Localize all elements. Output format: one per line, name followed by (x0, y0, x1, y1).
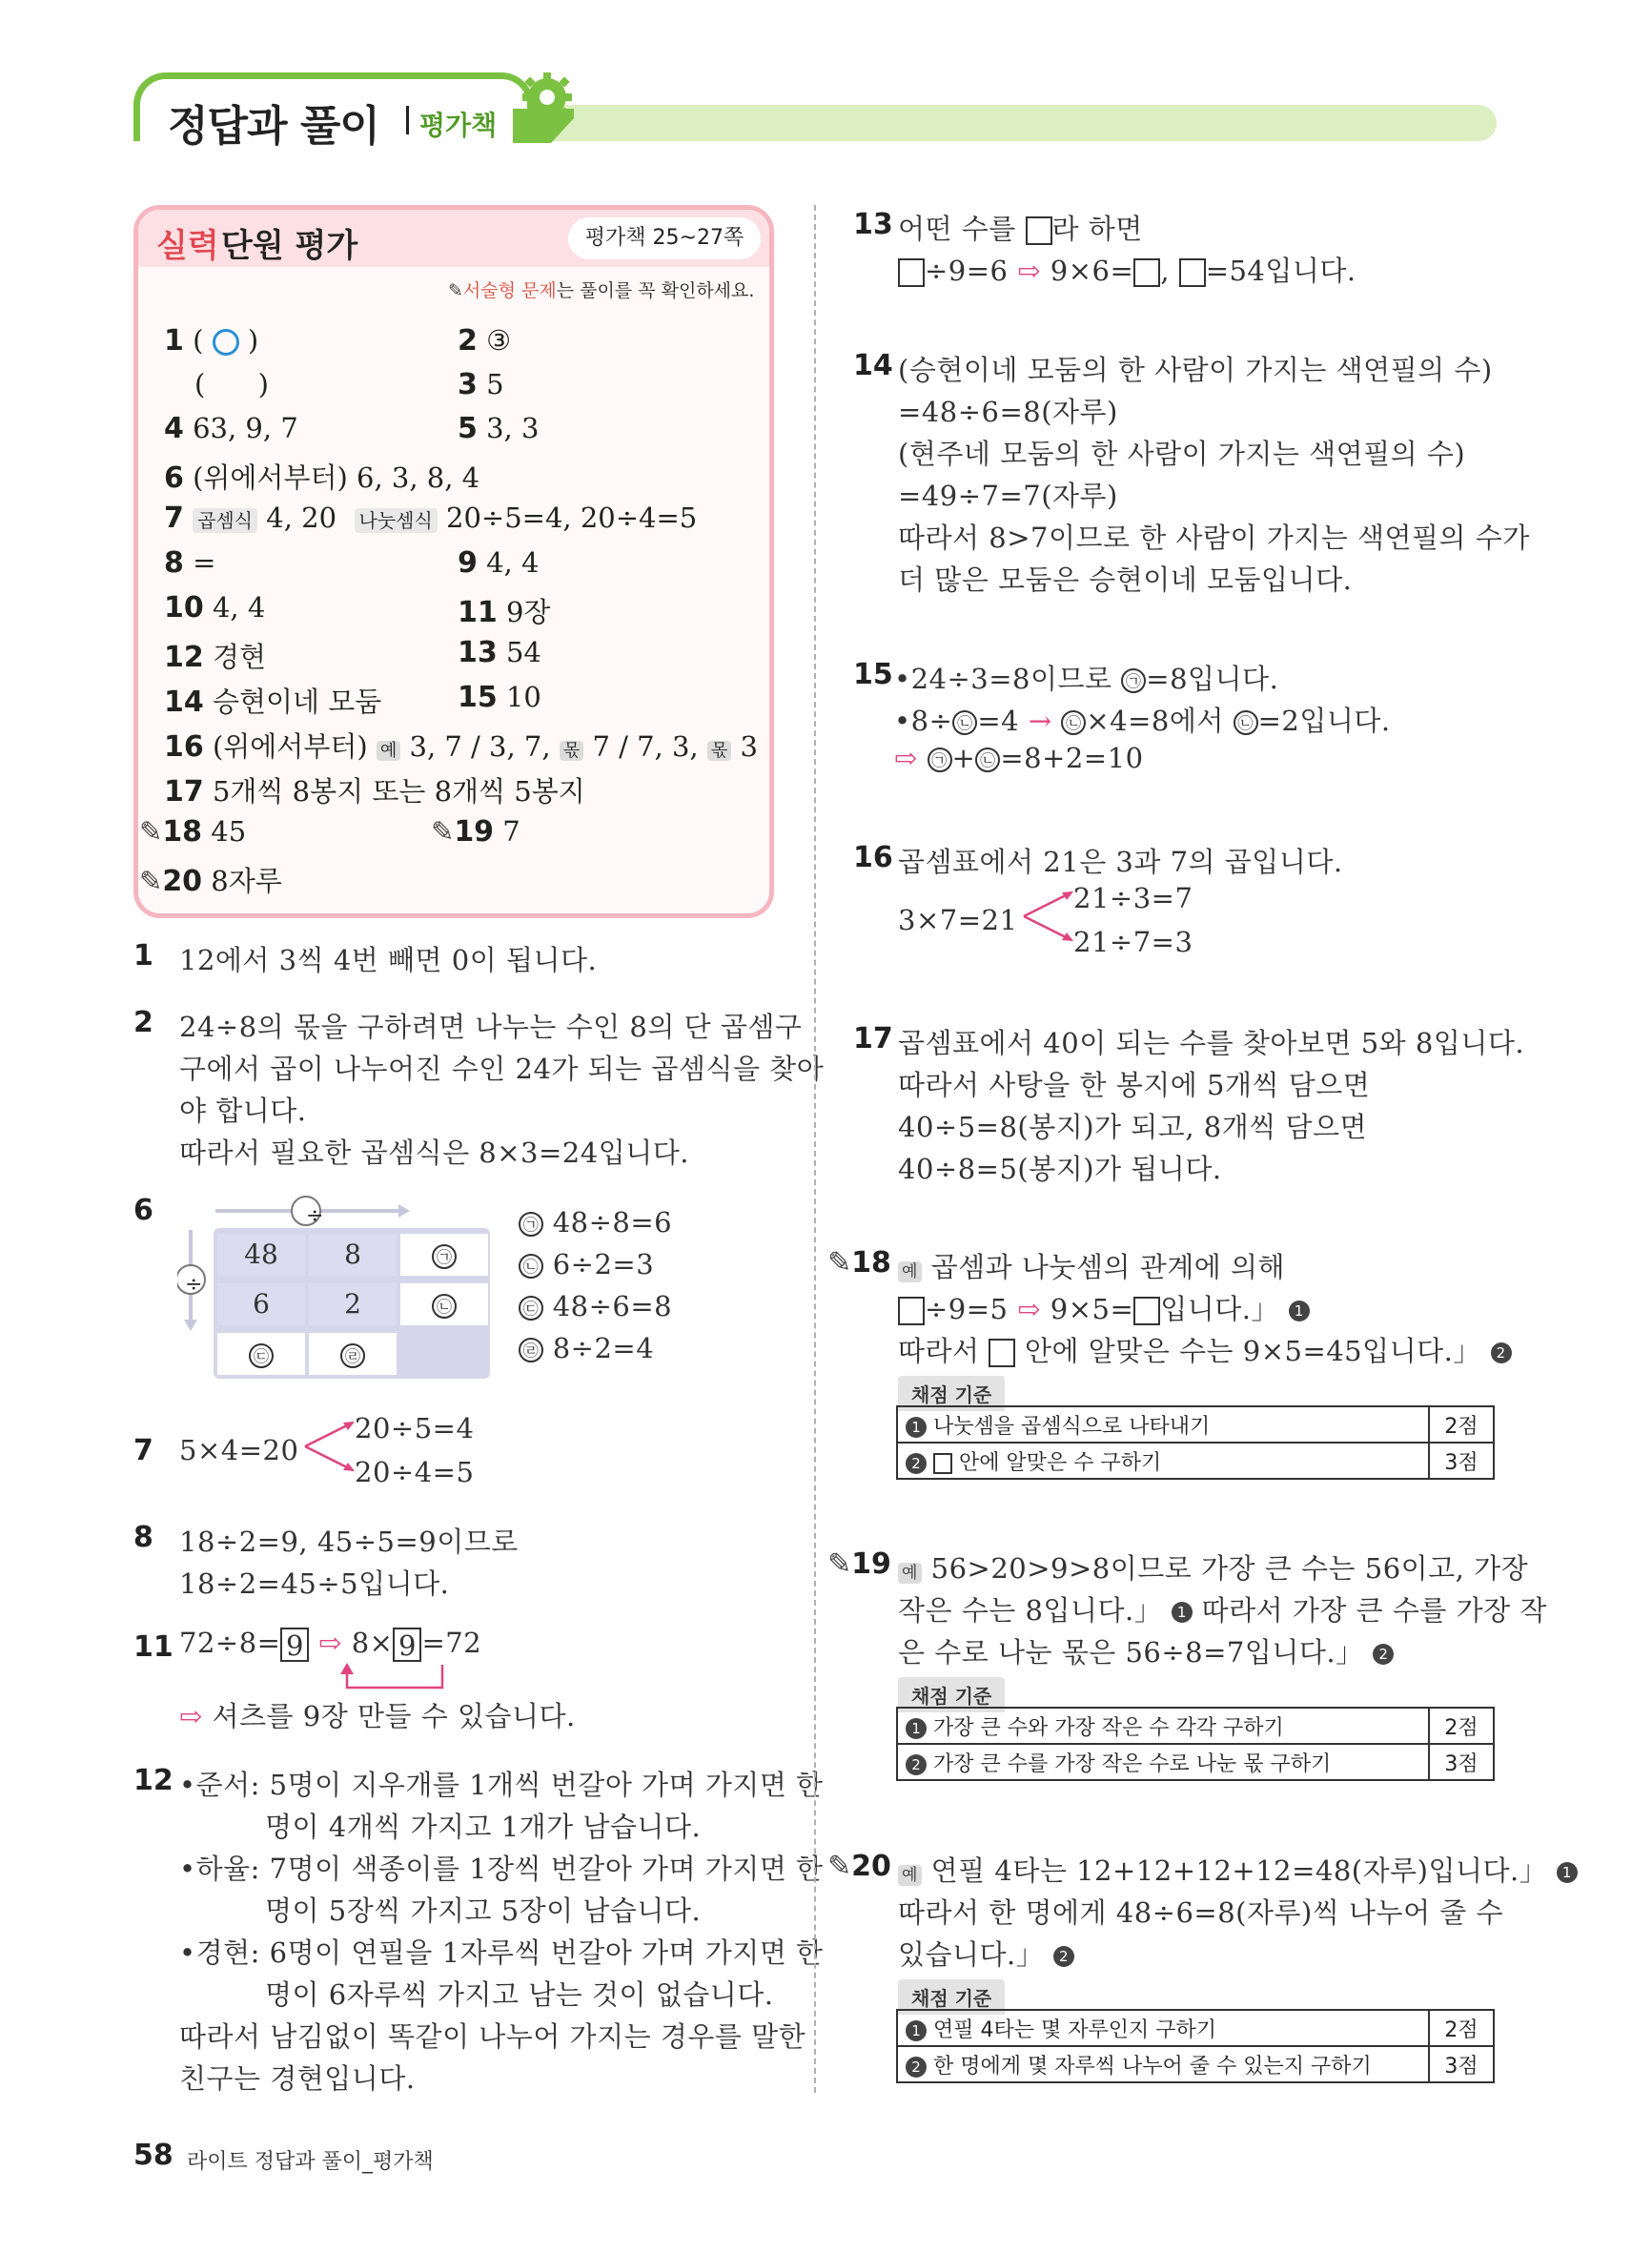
grid-answer: ㉡ 6÷2=3 (519, 1248, 654, 1280)
grid-cell: 2 (309, 1283, 397, 1325)
grid-div-sign: ÷ (306, 1204, 324, 1228)
pencil-icon: ✎ (827, 1246, 852, 1280)
criteria-label: 채점 기준 (898, 1979, 1005, 2015)
solution-number: 15 (853, 658, 893, 691)
grid-cell: 6 (217, 1283, 305, 1325)
pencil-icon: ✎ (139, 815, 163, 848)
arrow-icon: ⇨ (318, 1627, 342, 1659)
solution-12-line: 따라서 남김없이 똑같이 나누어 가지는 경우를 말한 (179, 2020, 806, 2053)
table-row: 1 가장 큰 수와 가장 작은 수 각각 구하기 2점 (897, 1708, 1494, 1744)
solution-2-line: 24÷8의 몫을 구하려면 나누는 수인 8의 단 곱셈구 (179, 1011, 803, 1043)
solution-number: 14 (853, 349, 893, 382)
solution-17-line: 곱셈표에서 40이 되는 수를 찾아보면 5와 8입니다. (898, 1027, 1525, 1059)
grid-cell: ㉡ (400, 1283, 488, 1325)
solution-14-line: 따라서 8>7이므로 한 사람이 가지는 색연필의 수가 (898, 522, 1530, 554)
page-title: 정답과 풀이 (168, 102, 379, 151)
solution-19-line: 작은 수는 8입니다.」 1 따라서 가장 큰 수를 가장 작 (898, 1594, 1547, 1627)
grid-cell: 8 (309, 1234, 397, 1276)
summary-title-level: 실력 (156, 227, 219, 265)
summary-answer-18: ✎18 45 (139, 815, 247, 849)
table-row: 1 나눗셈을 곱셈식으로 나타내기 2점 (897, 1406, 1494, 1443)
solution-11-conclusion: ⇨ 셔츠를 9장 만들 수 있습니다. (179, 1700, 576, 1732)
solution-15-line: •24÷3=8이므로 ㉠ =8입니다. (894, 663, 1279, 695)
solution-number: ✎20 (827, 1850, 891, 1883)
grid-cell: ㉣ (309, 1333, 397, 1375)
fork-arrows (1022, 887, 1075, 946)
table-row: 2 안에 알맞은 수 구하기 3점 (897, 1443, 1494, 1479)
solution-number: 17 (853, 1022, 893, 1055)
solution-number: 16 (853, 841, 893, 874)
criteria-table (896, 1707, 1495, 1781)
summary-answer-9: 9 4, 4 (458, 546, 540, 580)
summary-answer-8: 8 = (164, 546, 216, 580)
solution-12-line: 명이 6자루씩 가지고 남는 것이 없습니다. (265, 1978, 774, 2011)
page-subtitle: 평가책 (419, 110, 498, 141)
solution-12-line: 명이 4개씩 가지고 1개가 남습니다. (265, 1811, 702, 1843)
fork-bottom: 21÷7=3 (1073, 926, 1193, 958)
solution-number: 11 (133, 1630, 173, 1664)
solution-17-line: 따라서 사탕을 한 봉지에 5개씩 담으면 (898, 1069, 1371, 1101)
arrow-icon: ⇨ (894, 742, 918, 774)
solution-8-line: 18÷2=9, 45÷5=9이므로 (179, 1526, 519, 1558)
solution-12-line: 명이 5장씩 가지고 5장이 남습니다. (265, 1895, 702, 1927)
solution-12-line: 친구는 경현입니다. (179, 2062, 416, 2095)
solution-number: 7 (133, 1434, 153, 1467)
summary-answer-4: 4 63, 9, 7 (164, 412, 298, 445)
pencil-icon: ✎ (448, 280, 463, 301)
solution-8-line: 18÷2=45÷5입니다. (179, 1567, 450, 1600)
grid-answer: ㉣ 8÷2=4 (519, 1332, 654, 1364)
solution-16-line: 곱셈표에서 21은 3과 7의 곱입니다. (898, 846, 1343, 878)
gear-icon (513, 71, 574, 143)
solution-15-line: •8÷ ㉡ =4 → ㉡ ×4=8에서 ㉡ =2입니다. (894, 705, 1391, 737)
summary-answer-19: ✎19 7 (431, 815, 520, 849)
table-row: 1 연필 4타는 몇 자루인지 구하기 2점 (897, 2010, 1494, 2046)
summary-answer-3: 3 5 (458, 368, 504, 401)
solution-19-line: 은 수로 나눈 몫은 56÷8=7입니다.」 2 (898, 1631, 1394, 1670)
summary-answer-17: 17 5개씩 8봉지 또는 8개씩 5봉지 (164, 775, 585, 809)
solution-11-line: 72÷8= 9 ⇨ 8× 9 =72 (179, 1627, 482, 1662)
table-row: 2 한 명에게 몇 자루씩 나누어 줄 수 있는지 구하기 3점 (897, 2046, 1494, 2082)
solution-14-line: 더 많은 모둠은 승현이네 모둠입니다. (898, 563, 1353, 596)
table-row: 2 가장 큰 수를 가장 작은 수로 나눈 몫 구하기 3점 (897, 1744, 1494, 1780)
fork-left: 5×4=20 (179, 1434, 299, 1466)
solution-14-line: =49÷7=7(자루) (898, 480, 1118, 512)
arrow-icon: ⇨ (179, 1700, 203, 1732)
solution-12-line: •경현: 6명이 연필을 1자루씩 번갈아 가며 가지면 한 (179, 1936, 824, 1969)
grid-answer: ㉢ 48÷6=8 (519, 1290, 672, 1322)
fork-top: 21÷3=7 (1073, 882, 1193, 914)
solution-2-line: 구에서 곱이 나누어진 수인 24가 되는 곱셈식을 찾아 (179, 1053, 825, 1085)
summary-answer-6: 6 (위에서부터) 6, 3, 8, 4 (164, 461, 480, 495)
solution-17-line: 40÷8=5(봉지)가 됩니다. (898, 1153, 1222, 1185)
solution-19-line: 예 56>20>9>8이므로 가장 큰 수는 56이고, 가장 (898, 1547, 1528, 1587)
grid-cell: ㉢ (217, 1333, 305, 1375)
criteria-table (896, 2009, 1495, 2083)
summary-answer-7: 7 곱셈식 4, 20 나눗셈식 20÷5=4, 20÷4=5 (164, 502, 698, 535)
grid-div-sign: ÷ (185, 1273, 203, 1297)
pencil-icon: ✎ (431, 815, 455, 848)
summary-answer-13: 13 54 (458, 636, 541, 669)
title-separator (406, 106, 409, 134)
solution-number: 13 (853, 208, 893, 241)
solution-14-line: =48÷6=8(자루) (898, 396, 1118, 428)
arrow-icon: ⇨ (1017, 1293, 1042, 1325)
summary-answer-2: 2 ③ (458, 324, 512, 358)
criteria-label: 채점 기준 (898, 1376, 1005, 1411)
footer-text: 라이트 정답과 풀이_평가책 (187, 2150, 434, 2174)
swap-arrow (332, 1663, 456, 1695)
summary-page-ref: 평가책 25~27쪽 (568, 217, 761, 259)
summary-answer-20: ✎20 8자루 (139, 865, 282, 898)
summary-answer-10: 10 4, 4 (164, 591, 266, 625)
solution-12-line: •준서: 5명이 지우개를 1개씩 번갈아 가며 가지면 한 (179, 1769, 824, 1801)
pencil-icon: ✎ (139, 865, 163, 897)
summary-answer-12: 12 경현 (164, 641, 266, 674)
circle-mark-icon (213, 329, 239, 356)
column-divider (814, 205, 816, 2093)
solution-2-line: 따라서 필요한 곱셈식은 8×3=24입니다. (179, 1137, 689, 1169)
solution-number: 8 (133, 1521, 153, 1554)
solution-12-line: •하율: 7명이 색종이를 1장씩 번갈아 가며 가지면 한 (179, 1853, 824, 1885)
solution-14-line: (승현이네 모둠의 한 사람이 가지는 색연필의 수) (898, 354, 1493, 386)
solution-number: ✎19 (827, 1547, 891, 1581)
solution-20-line: 따라서 한 명에게 48÷6=8(자루)씩 나누어 줄 수 (898, 1896, 1504, 1929)
grid-cell: 48 (217, 1234, 305, 1276)
summary-answer-1: 1 ( ) (164, 324, 259, 358)
grid-answer: ㉠ 48÷8=6 (519, 1206, 672, 1239)
fork-left: 3×7=21 (898, 904, 1018, 936)
solution-number: 12 (133, 1764, 173, 1797)
pencil-icon: ✎ (827, 1547, 852, 1581)
solution-number: 1 (133, 939, 153, 973)
summary-answer-16: 16 (위에서부터) 예 3, 7 / 3, 7, 몫 7 / 7, 3, 몫 3 (164, 730, 758, 764)
arrow-icon: ⇨ (1017, 255, 1042, 287)
fork-top: 20÷5=4 (355, 1412, 475, 1444)
solution-18-line: 따라서 안에 알맞은 수는 9×5=45입니다.」 2 (898, 1330, 1512, 1369)
solution-1-text: 12에서 3씩 4번 빼면 0이 됩니다. (179, 944, 598, 976)
solution-17-line: 40÷5=8(봉지)가 되고, 8개씩 담으면 (898, 1111, 1367, 1143)
summary-answer-5: 5 3, 3 (458, 412, 540, 445)
solution-number: 2 (133, 1006, 153, 1039)
solution-2-line: 야 합니다. (179, 1095, 307, 1127)
criteria-label: 채점 기준 (898, 1677, 1005, 1712)
solution-number: ✎18 (827, 1246, 891, 1280)
summary-answer-11: 11 9장 (458, 596, 551, 629)
summary-answer-15: 15 10 (458, 681, 541, 714)
answer-summary-box (133, 205, 774, 918)
grid-cell: ㉠ (400, 1234, 488, 1276)
summary-answer-1b: ( ) (194, 368, 269, 400)
solution-18-line: ÷9=5 ⇨ 9×5= 입니다.」 1 (898, 1288, 1310, 1327)
fork-arrows (303, 1417, 357, 1476)
solution-14-line: (현주네 모둠의 한 사람이 가지는 색연필의 수) (898, 438, 1466, 470)
solution-13-line: 어떤 수를 라 하면 (898, 213, 1143, 245)
page-number: 58 (133, 2139, 173, 2172)
fork-bottom: 20÷4=5 (355, 1456, 475, 1488)
summary-answer-14: 14 승현이네 모둠 (164, 686, 382, 719)
descriptive-note: ✎서술형 문제는 풀이를 꼭 확인하세요. (448, 280, 755, 301)
solution-20-line: 예 연필 4타는 12+12+12+12=48(자루)입니다.」 1 (898, 1850, 1578, 1889)
solution-13-line: ÷9=6 ⇨ 9×6= , =54입니다. (898, 250, 1356, 289)
summary-title: 단원 평가 (221, 227, 358, 265)
criteria-table (896, 1405, 1495, 1480)
solution-number: 6 (133, 1194, 153, 1227)
solution-15-line: ⇨ ㉠ + ㉡ =8+2=10 (894, 742, 1144, 774)
pencil-icon: ✎ (827, 1850, 852, 1883)
solution-20-line: 있습니다.」 2 (898, 1934, 1074, 1973)
solution-18-line: 예 곱셈과 나눗셈의 관계에 의해 (898, 1246, 1285, 1285)
